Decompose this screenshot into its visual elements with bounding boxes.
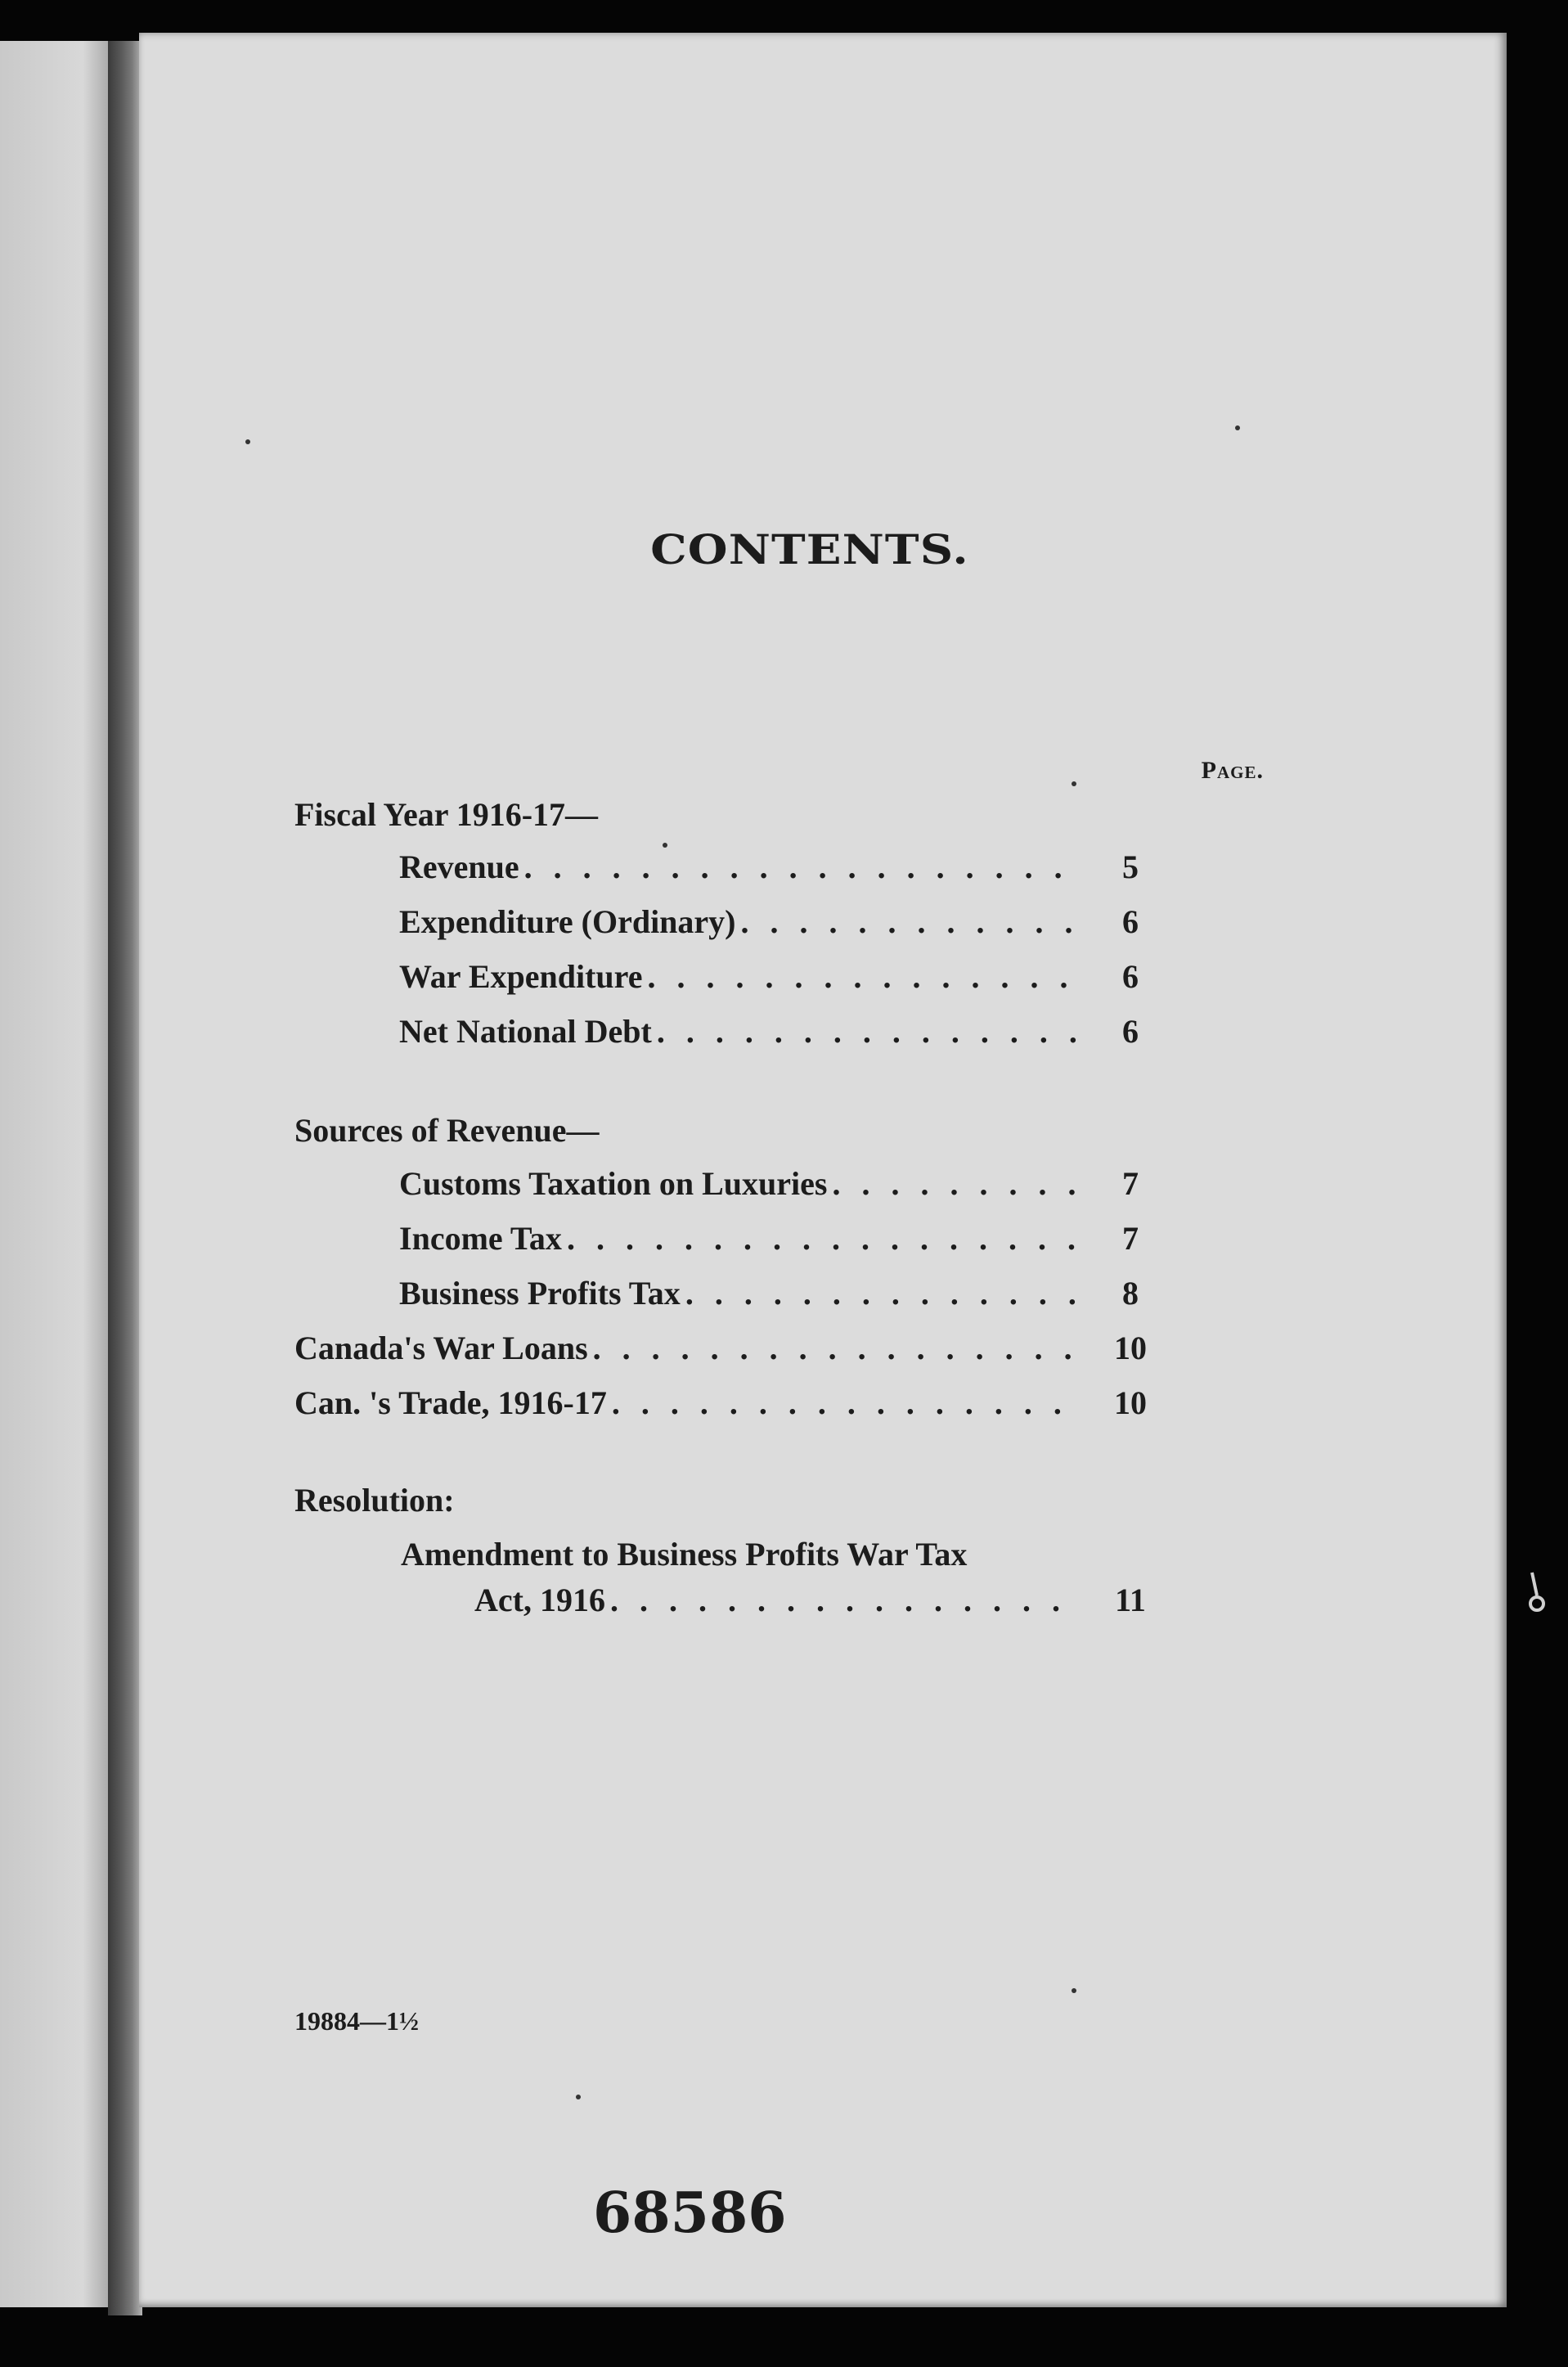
toc-entry-resolution[interactable] xyxy=(474,1581,1082,1630)
toc-entry-business-profits-tax[interactable] xyxy=(399,1274,1082,1323)
toc-entry-label: Act, 1916 xyxy=(474,1582,605,1618)
dot-leader xyxy=(657,1012,1077,1051)
toc-entry-label: Business Profits Tax xyxy=(399,1275,681,1312)
toc-entry-trade[interactable] xyxy=(294,1384,1082,1433)
dot-leader xyxy=(685,1274,1077,1312)
toc-page-number: 5 xyxy=(1122,848,1139,885)
print-code: 19884—1½ xyxy=(294,2006,419,2036)
dot-leader xyxy=(612,1384,1077,1422)
toc-entry-net-national-debt[interactable] xyxy=(399,1012,1082,1061)
paper-speck xyxy=(1072,1988,1076,1993)
book-spine xyxy=(108,41,142,2315)
toc-entry-label: War Expenditure xyxy=(399,958,643,995)
toc-entry-label: Income Tax xyxy=(399,1220,562,1257)
toc-entry-income-tax[interactable] xyxy=(399,1219,1082,1268)
toc-page-number: 6 xyxy=(1122,903,1139,940)
dot-leader xyxy=(593,1329,1077,1367)
toc-entry-label: Net National Debt xyxy=(399,1013,652,1050)
toc-entry-revenue[interactable] xyxy=(399,848,1082,897)
contents-page xyxy=(139,33,1507,2307)
toc-entry-label: Expenditure (Ordinary) xyxy=(399,903,736,940)
toc-page-number: 10 xyxy=(1114,1384,1147,1421)
toc-page-number: 7 xyxy=(1122,1220,1139,1257)
toc-entry-label: Customs Taxation on Luxuries xyxy=(399,1165,828,1202)
toc-entry-expenditure[interactable] xyxy=(399,902,1082,952)
paper-speck xyxy=(1072,781,1076,786)
paper-speck xyxy=(663,843,667,848)
section-heading-fiscal-year: Fiscal Year 1916-17— xyxy=(294,796,599,833)
catalogue-number: 68586 xyxy=(593,2180,787,2246)
resolution-title-line1: Amendment to Business Profits War Tax xyxy=(401,1536,968,1573)
toc-page-number: 10 xyxy=(1114,1330,1147,1366)
toc-page-number: 6 xyxy=(1122,1013,1139,1050)
edge-mark-icon xyxy=(1525,1571,1550,1628)
dot-leader xyxy=(647,957,1077,996)
dot-leader xyxy=(741,902,1077,941)
toc-entry-war-loans[interactable] xyxy=(294,1329,1082,1378)
paper-speck xyxy=(245,439,250,444)
section-heading-resolution: Resolution: xyxy=(294,1482,455,1519)
toc-page-number: 7 xyxy=(1122,1165,1139,1202)
toc-entry-customs-taxation[interactable] xyxy=(399,1164,1082,1213)
toc-page-number: 8 xyxy=(1122,1275,1139,1312)
paper-speck xyxy=(576,2095,581,2099)
toc-entry-war-expenditure[interactable] xyxy=(399,957,1082,1006)
paper-speck xyxy=(1235,425,1240,430)
dot-leader xyxy=(567,1219,1077,1258)
toc-entry-label: Canada's War Loans xyxy=(294,1330,588,1366)
toc-page-number: 6 xyxy=(1122,958,1139,995)
section-heading-sources-of-revenue: Sources of Revenue— xyxy=(294,1112,600,1149)
dot-leader xyxy=(610,1581,1077,1619)
dot-leader xyxy=(832,1164,1077,1203)
page-column-heading: Page. xyxy=(1201,757,1264,784)
dot-leader xyxy=(524,848,1077,886)
toc-entry-label: Revenue xyxy=(399,848,519,885)
left-page-edge xyxy=(0,41,119,2307)
toc-entry-label: Can. 's Trade, 1916-17 xyxy=(294,1384,607,1421)
toc-page-number: 11 xyxy=(1115,1582,1146,1618)
page-title: CONTENTS. xyxy=(650,525,969,574)
